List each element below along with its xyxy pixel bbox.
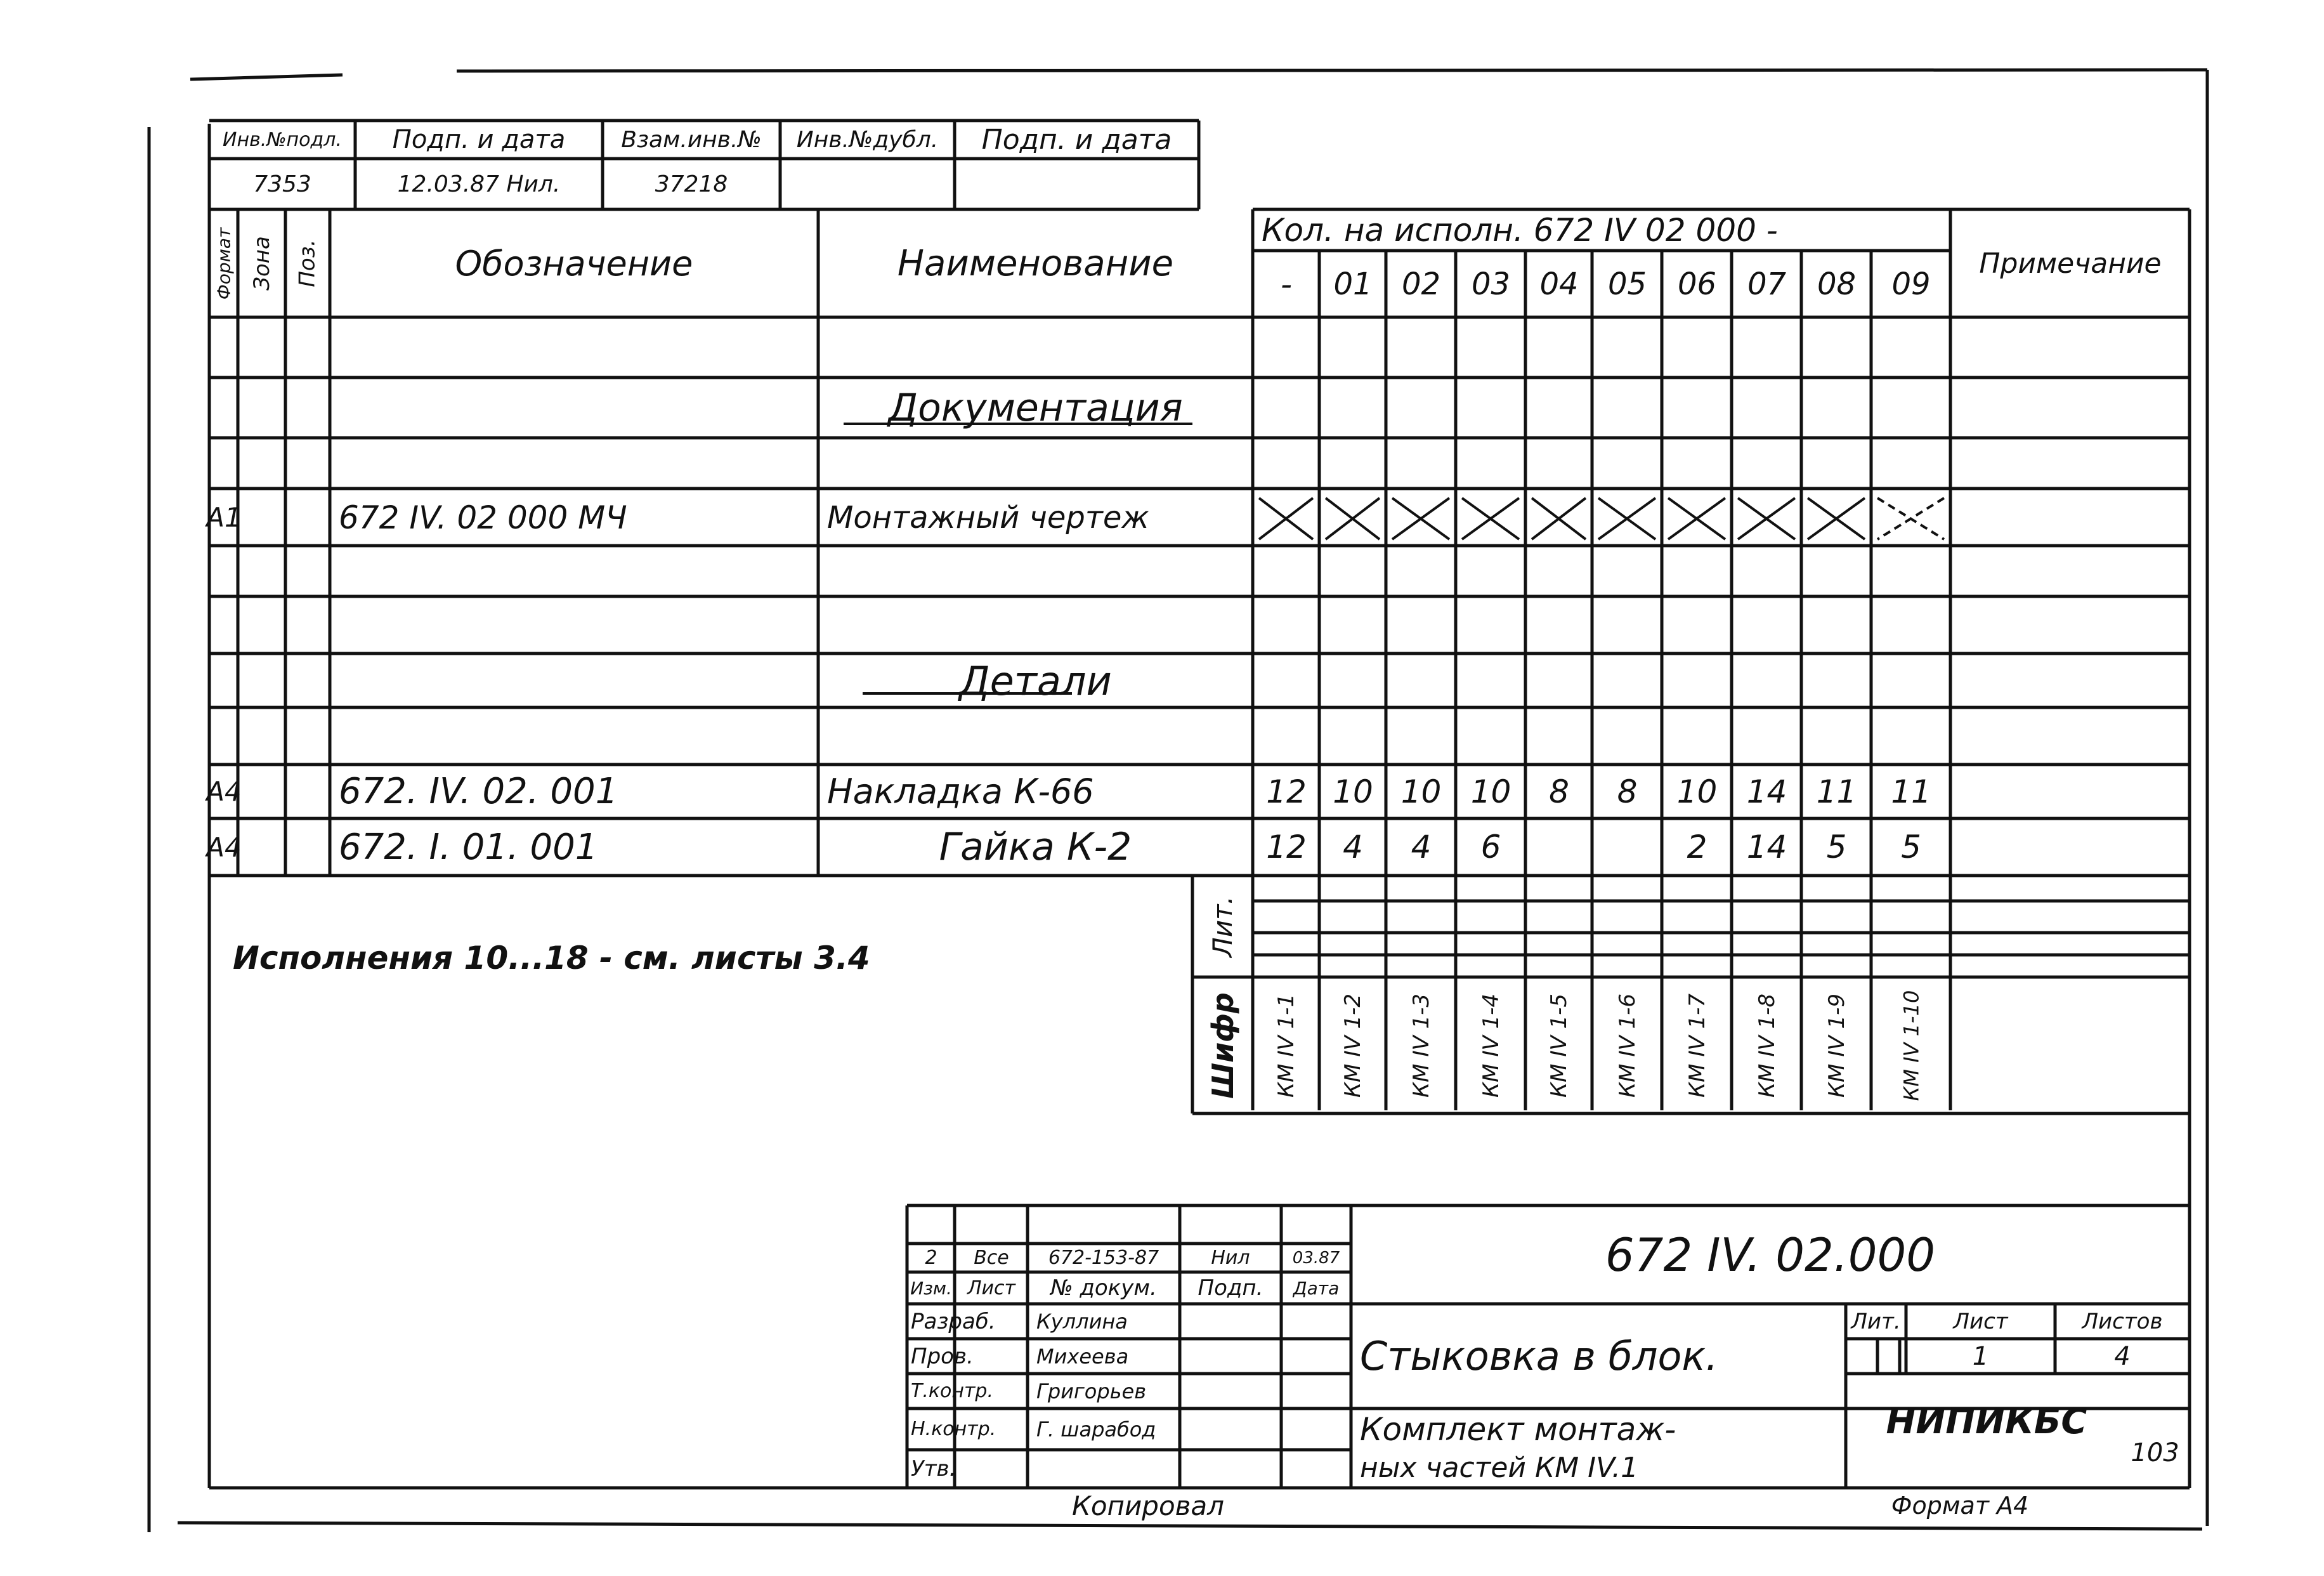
tb-header-sheet: Лист (967, 1277, 1016, 1299)
change-sheet: Все (974, 1247, 1009, 1269)
qty-cell (1593, 820, 1661, 874)
header-zone: Зона (249, 236, 275, 291)
qty-cell: 12 (1266, 829, 1307, 865)
qty-cell: 11 (1891, 773, 1931, 810)
tb-sheets-value: 4 (2114, 1341, 2131, 1371)
qty-cell: 8 (1549, 773, 1569, 810)
change-date: 03.87 (1292, 1248, 1340, 1268)
row-designation: 672. I. 01. 001 (339, 826, 598, 868)
qty-cell: 14 (1746, 829, 1787, 865)
stamp-replace-value: 37218 (655, 171, 728, 197)
row-designation: 672. IV. 02. 001 (339, 771, 618, 812)
cipher-value: КМ IV 1-4 (1478, 993, 1504, 1098)
qty-cell: 5 (1826, 829, 1847, 865)
header-name: Наименование (897, 242, 1174, 284)
qty-cell: 12 (1266, 773, 1307, 810)
cipher-value: КМ IV 1-5 (1546, 993, 1572, 1098)
role-name: Куллина (1036, 1309, 1128, 1334)
variant-header: 07 (1747, 266, 1787, 302)
tb-sheet-label: Лист (1953, 1308, 2008, 1334)
organization: НИПИКБС (1886, 1400, 2087, 1442)
header-note: Примечание (1979, 247, 2162, 280)
footer-format: Формат А4 (1891, 1492, 2029, 1520)
variant-header: 03 (1471, 266, 1511, 302)
cipher-value: КМ IV 1-3 (1408, 993, 1434, 1098)
qty-cell: 2 (1687, 829, 1707, 865)
tb-lit-label: Лит. (1851, 1308, 1901, 1334)
role-name: Михеева (1036, 1344, 1129, 1369)
tb-header-doc: № докум. (1050, 1275, 1157, 1301)
title-line-1: Стыковка в блок. (1360, 1333, 1718, 1379)
section-parts: Детали (959, 657, 1112, 704)
qty-cell: 4 (1411, 829, 1432, 865)
tb-header-change: Изм. (910, 1277, 952, 1299)
qty-cell: 10 (1400, 773, 1442, 810)
variant-header: 06 (1677, 266, 1717, 302)
qty-cell: 6 (1480, 829, 1501, 865)
role-label: Утв. (911, 1456, 956, 1481)
title-line-2: Комплект монтаж- (1360, 1411, 1676, 1448)
cipher-label: Шифр (1205, 992, 1240, 1099)
footer-copied: Копировал (1072, 1490, 1224, 1521)
doc-number: 672 IV. 02.000 (1605, 1228, 1936, 1282)
variants-note: Исполнения 10...18 - см. листы 3.4 (233, 940, 870, 976)
change-sign: Нил (1211, 1247, 1250, 1269)
qty-cell: 10 (1676, 773, 1718, 810)
tb-sheet-value: 1 (1972, 1341, 1989, 1371)
cipher-value: КМ IV 1-2 (1340, 993, 1366, 1098)
qty-cell: 11 (1816, 773, 1857, 810)
stamp-sign-date-value-2 (956, 160, 1198, 208)
section-documentation: Документация (888, 386, 1183, 430)
row-format: А4 (206, 776, 242, 807)
qty-cell: 5 (1901, 829, 1921, 865)
variant-header: 08 (1817, 266, 1857, 302)
variant-header: 04 (1539, 266, 1579, 302)
cipher-value: КМ IV 1-8 (1754, 993, 1780, 1098)
page-number: 103 (2131, 1438, 2179, 1468)
cipher-value: КМ IV 1-9 (1824, 993, 1850, 1098)
variant-header: 01 (1333, 266, 1373, 302)
role-name: Г. шарабод (1036, 1417, 1156, 1441)
row-name: Накладка К-66 (827, 772, 1094, 811)
row-name: Монтажный чертеж (827, 499, 1149, 535)
qty-cell: 4 (1343, 829, 1363, 865)
change-doc: 672-153-87 (1048, 1247, 1159, 1269)
stamp-dup-label: Инв.№дубл. (796, 126, 939, 153)
stamp-inv-label: Инв.№подл. (223, 128, 342, 151)
qty-cell: 10 (1470, 773, 1511, 810)
stamp-replace-label: Взам.инв.№ (621, 126, 762, 153)
role-label: Н.контр. (911, 1418, 996, 1440)
tb-sheets-label: Листов (2082, 1308, 2163, 1334)
cipher-value: КМ IV 1-10 (1899, 990, 1923, 1101)
change-no: 2 (925, 1247, 937, 1269)
variant-header: - (1280, 265, 1293, 303)
header-pos: Поз. (295, 239, 321, 287)
stamp-dup-value (781, 160, 953, 208)
qty-cell (1527, 820, 1591, 874)
row-format: А4 (206, 831, 242, 863)
tb-header-sign: Подп. (1198, 1275, 1263, 1301)
role-name: Григорьев (1036, 1379, 1147, 1403)
stamp-sign-date-value: 12.03.87 Нил. (397, 171, 561, 197)
variant-header: 02 (1401, 266, 1441, 302)
variant-header: 09 (1891, 266, 1931, 302)
qty-cell: 8 (1617, 773, 1638, 810)
stamp-sign-date-label-2: Подп. и дата (981, 123, 1172, 156)
header-designation: Обозначение (455, 243, 693, 284)
role-label: Пров. (911, 1343, 974, 1369)
title-line-3: ных частей КМ IV.1 (1360, 1451, 1639, 1484)
stamp-inv-value: 7353 (253, 171, 311, 197)
header-format: Формат (213, 227, 235, 299)
cipher-value: КМ IV 1-6 (1614, 993, 1640, 1098)
crossed-cells (1259, 498, 1944, 539)
variant-header: 05 (1607, 266, 1647, 302)
role-label: Разраб. (911, 1308, 996, 1334)
role-name (1029, 1451, 1186, 1487)
lit-label: Лит. (1207, 895, 1239, 957)
cipher-value: КМ IV 1-1 (1274, 993, 1300, 1098)
header-qty: Кол. на исполн. 672 IV 02 000 - (1262, 212, 1778, 249)
row-name: Гайка К-2 (939, 825, 1132, 869)
tb-header-date: Дата (1293, 1277, 1340, 1299)
cipher-value: КМ IV 1-7 (1684, 993, 1710, 1098)
qty-cell: 10 (1333, 773, 1373, 810)
role-label: Т.контр. (911, 1380, 994, 1402)
row-designation: 672 IV. 02 000 МЧ (339, 499, 627, 536)
row-format: А1 (206, 502, 242, 533)
qty-cell: 14 (1746, 773, 1787, 810)
stamp-sign-date-label: Подп. и дата (392, 125, 566, 154)
